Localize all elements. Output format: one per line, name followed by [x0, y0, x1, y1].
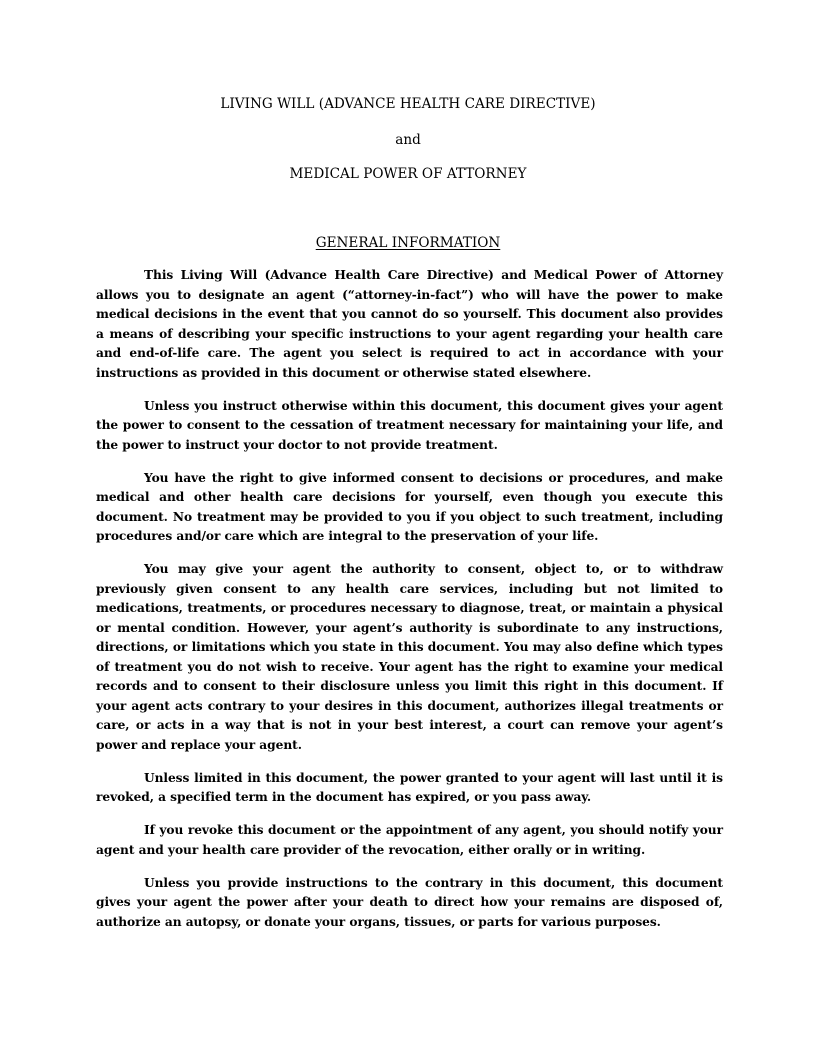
section-heading-general-information: GENERAL INFORMATION	[315, 235, 501, 251]
paragraph-cessation-of-treatment: Unless you instruct otherwise within this document, this document gives your agent the power to consent to the cessation of treatment necessary for maintaining your life, and the power to instruct your doctor to not provide treatment.	[96, 398, 723, 452]
paragraph-after-death: Unless you provide instructions to the contrary in this document, this document gives your agent the power after your death to direct how your remains are disposed of, authorize an autopsy, or donate your organs, tissues, or parts for various purposes.	[96, 875, 723, 929]
paragraph-informed-consent: You have the right to give informed consent to decisions or procedures, and make medical and other health care decisions for yourself, even though you execute this document. No treatment may be provided to you if you object to such treatment, including procedures and/or care which are integral to the preservation of your life.	[96, 470, 723, 543]
paragraph-duration: Unless limited in this document, the power granted to your agent will last until it is revoked, a specified term in the document has expired, or you pass away.	[96, 770, 723, 804]
document-body	[96, 266, 723, 946]
document-title-living-will: LIVING WILL (ADVANCE HEALTH CARE DIRECTIVE)	[220, 96, 596, 112]
document-title-conjunction: and	[395, 132, 421, 148]
paragraph-agent-authority: You may give your agent the authority to consent, object to, or to withdraw previously given consent to any health care services, including but not limited to medications, treatments, or procedures necessary to diagnose, treat, or maintain a physical or mental condition. However, your agent’s authority is subordinate to any instructions, directions, or limitations which you state in this document. You may also define which types of treatment you do not wish to receive. Your agent has the right to examine your medical records and to consent to their disclosure unless you limit this right in this document. If your agent acts contrary to your desires in this document, authorizes illegal treatments or care, or acts in a way that is not in your best interest, a court can remove your agent’s power and replace your agent.	[96, 562, 723, 752]
document-title-medical-poa: MEDICAL POWER OF ATTORNEY	[289, 166, 527, 182]
paragraph-overview: This Living Will (Advance Health Care Directive) and Medical Power of Attorney allows you to designate an agent (“attorney-in-fact”) who will have the power to make medical decisions in the event that you cannot do so yourself. This document also provides a means of describing your specific instructions to your agent regarding your health care and end-of-life care. The agent you select is required to act in accordance with your instructions as provided in this document or otherwise stated elsewhere.	[96, 268, 723, 380]
paragraph-revocation: If you revoke this document or the appointment of any agent, you should notify your agent and your health care provider of the revocation, either orally or in writing.	[96, 823, 723, 857]
